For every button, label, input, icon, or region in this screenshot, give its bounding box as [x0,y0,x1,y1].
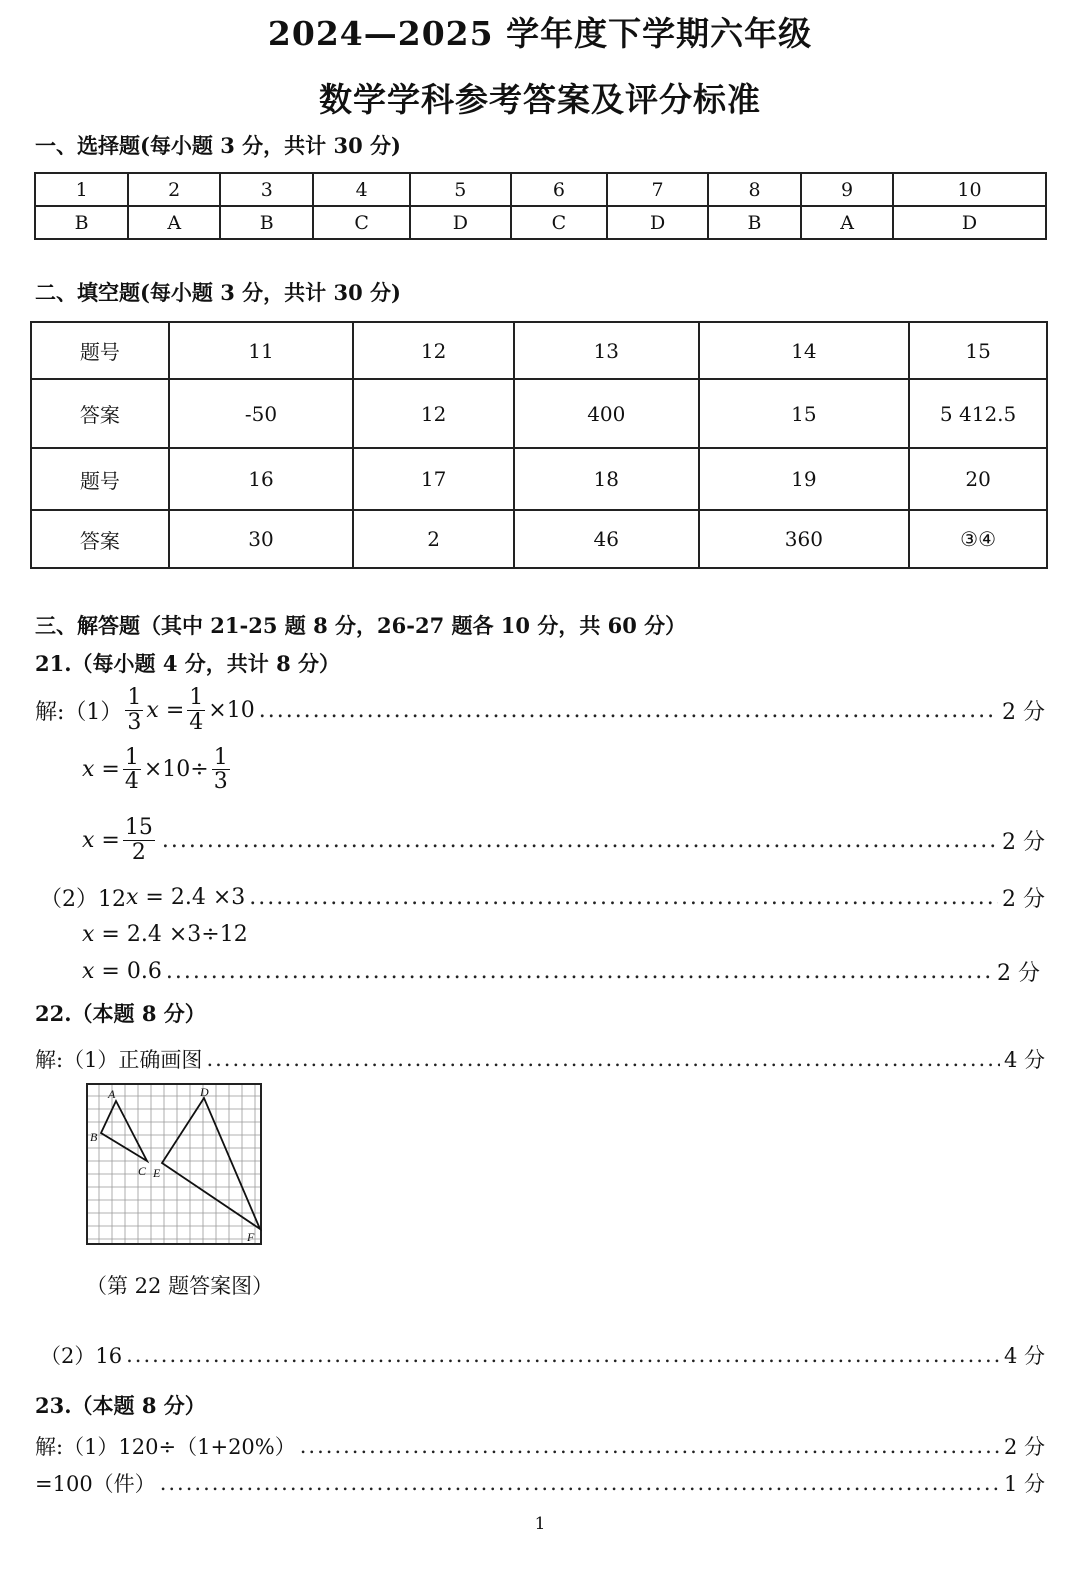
fill-number-cell: 17 [353,448,514,510]
fill-answer-cell: -50 [169,379,354,448]
choice-number-cell: 2 [128,173,220,206]
fraction-1-4: $\frac{1}{4}$ [189,685,204,735]
fill-answer-table [30,321,1048,569]
fill-number-cell: 16 [169,448,354,510]
fill-number-cell: 12 [353,322,514,379]
label-no: 题号 [31,448,169,510]
q21-p2-step3: x = 0.6 ..... 2 分 [82,956,1040,986]
fill-number-row-1 [31,322,1047,379]
triangle-abc [101,1101,147,1161]
document-title-line1: 2024—2025 学年度下学期六年级 [267,14,813,53]
q22-heading: 22.（本题 8 分） [35,1001,206,1026]
fraction-1-4: $\frac{1}{4}$ [124,745,139,795]
page-number: 1 [534,1514,546,1534]
fraction-15-2: $\frac{15}{2}$ [124,815,153,865]
q23-line2: =100（件） ..... 1 分 [35,1468,1045,1498]
q22-figure-caption: （第 22 题答案图） [86,1274,274,1298]
q23-heading: 23.（本题 8 分） [35,1393,206,1418]
q21-p2-step1: （2）12 x = 2.4 ×3 ..... 2 分 [40,882,1045,912]
fill-number-cell: 13 [514,322,699,379]
fill-number-cell: 11 [169,322,354,379]
fill-answer-cell: 400 [514,379,699,448]
q21-p1-step3: x = $\frac{15}{2}$ ..... 2 分 [82,812,1045,868]
choice-answer-cell: B [220,206,313,239]
choice-number-cell: 3 [220,173,313,206]
fill-answer-cell: 360 [699,510,910,568]
choice-answer-cell: D [607,206,708,239]
label-b: B [90,1130,98,1144]
label-a: A [108,1087,116,1101]
q21-p1-step1: 解:（1） $\frac{1}{3}$ x = $\frac{1}{4}$ ×10 ..... 2 分 [35,682,1045,738]
choice-number-cell: 10 [893,173,1046,206]
fill-number-cell: 19 [699,448,910,510]
label-no: 题号 [31,322,169,379]
section1-heading: 一、选择题(每小题 3 分，共计 30 分) [35,133,401,158]
choice-number-cell: 7 [607,173,708,206]
q21-p1-step2: x = $\frac{1}{4}$ ×10÷ $\frac{1}{3}$ [82,745,228,795]
label-c: C [138,1164,147,1178]
fill-number-row-2 [31,448,1047,510]
choice-number-row [35,173,1046,206]
fill-answer-cell: 5 412.5 [909,379,1047,448]
section2-heading: 二、填空题(每小题 3 分，共计 30 分) [35,280,401,305]
fraction-1-3: $\frac{1}{3}$ [127,685,142,735]
fill-answer-cell: 46 [514,510,699,568]
label-ans: 答案 [31,379,169,448]
fill-answer-cell: 2 [353,510,514,568]
q22-part1: 解:（1）正确画图 ..... 4 分 [35,1044,1045,1074]
label-d: D [200,1085,209,1099]
choice-number-cell: 1 [35,173,128,206]
choice-answer-cell: A [128,206,220,239]
fill-answer-cell: 12 [353,379,514,448]
choice-number-cell: 8 [708,173,801,206]
label-ans: 答案 [31,510,169,568]
choice-number-cell: 4 [313,173,410,206]
choice-answer-cell: C [511,206,608,239]
choice-answer-cell: B [35,206,128,239]
fraction-1-3: $\frac{1}{3}$ [213,745,228,795]
label-f: F [247,1230,255,1244]
fill-answer-cell: ③④ [909,510,1047,568]
q21-heading: 21.（每小题 4 分，共计 8 分） [35,651,341,676]
fill-answer-cell: 15 [699,379,910,448]
choice-number-cell: 5 [410,173,511,206]
q21-p2-step2: x = 2.4 ×3÷12 [82,922,248,947]
fill-number-cell: 20 [909,448,1047,510]
fill-number-cell: 18 [514,448,699,510]
q23-part1: 解:（1）120÷（1+20%） ..... 2 分 [35,1431,1045,1461]
q22-part2: （2）16 ..... 4 分 [40,1340,1045,1370]
choice-number-cell: 9 [801,173,893,206]
choice-answer-cell: A [801,206,893,239]
label-e: E [153,1166,161,1180]
choice-answer-table [34,172,1047,240]
choice-answer-cell: D [893,206,1046,239]
fill-answer-cell: 30 [169,510,354,568]
fill-number-cell: 14 [699,322,910,379]
fill-number-cell: 15 [909,322,1047,379]
q21-prefix: 解:（1） [35,699,123,725]
section3-heading: 三、解答题（其中 21-25 题 8 分，26-27 题各 10 分，共 60 分） [35,613,687,638]
choice-number-cell: 6 [511,173,608,206]
choice-answer-row [35,206,1046,239]
q22-answer-figure [86,1083,262,1245]
fill-answer-row-1 [31,379,1047,448]
choice-answer-cell: B [708,206,801,239]
choice-answer-cell: C [313,206,410,239]
fill-answer-row-2 [31,510,1047,568]
document-title-line2: 数学学科参考答案及评分标准 [319,80,761,119]
choice-answer-cell: D [410,206,511,239]
